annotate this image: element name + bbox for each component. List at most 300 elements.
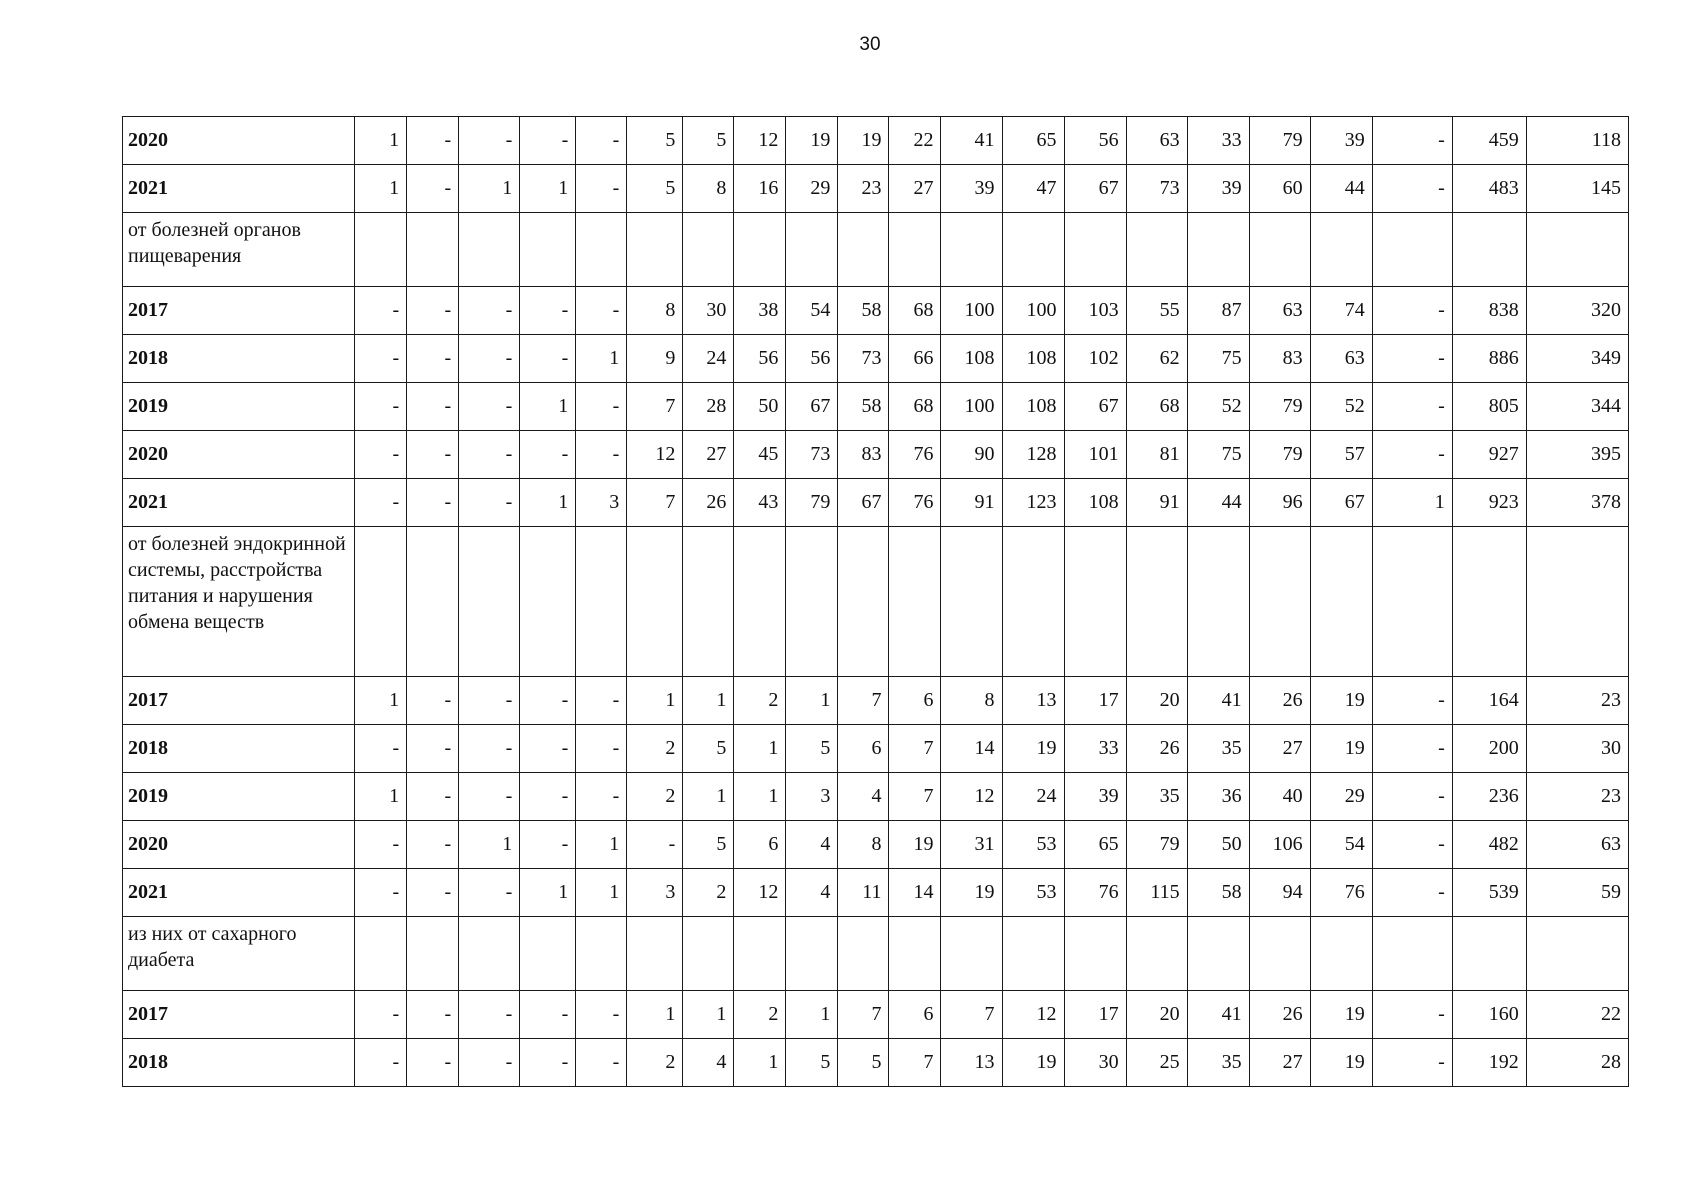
table-cell: 53: [1002, 821, 1064, 869]
table-cell: 17: [1064, 991, 1126, 1039]
table-cell: 22: [1526, 991, 1628, 1039]
table-cell: -: [1372, 383, 1452, 431]
table-cell: 349: [1526, 335, 1628, 383]
table-cell: -: [459, 1039, 520, 1087]
table-cell: 1: [576, 869, 627, 917]
row-year-label: 2020: [123, 431, 355, 479]
table-cell: 54: [1310, 821, 1372, 869]
table-cell: 79: [786, 479, 838, 527]
table-cell: -: [355, 383, 407, 431]
table-cell: 45: [734, 431, 786, 479]
table-cell: 38: [734, 287, 786, 335]
table-cell: 54: [786, 287, 838, 335]
table-cell: 53: [1002, 869, 1064, 917]
table-cell: 19: [1002, 1039, 1064, 1087]
row-year-label: 2018: [123, 725, 355, 773]
table-cell: [576, 213, 627, 287]
table-cell: [838, 213, 889, 287]
table-cell: 22: [889, 117, 941, 165]
table-row: [123, 383, 1629, 431]
table-cell: 108: [941, 335, 1002, 383]
table-cell: -: [355, 869, 407, 917]
table-cell: [1452, 527, 1526, 677]
table-cell: 1: [520, 165, 576, 213]
table-cell: 1: [355, 773, 407, 821]
row-year-label: 2017: [123, 991, 355, 1039]
table-cell: -: [1372, 287, 1452, 335]
table-cell: 26: [1249, 991, 1310, 1039]
table-cell: [941, 527, 1002, 677]
table-cell: -: [576, 383, 627, 431]
table-cell: [520, 527, 576, 677]
table-cell: 19: [889, 821, 941, 869]
table-cell: 67: [1310, 479, 1372, 527]
table-cell: 56: [786, 335, 838, 383]
table-cell: 6: [838, 725, 889, 773]
table-cell: [734, 917, 786, 991]
table-cell: 11: [838, 869, 889, 917]
table-row: [123, 287, 1629, 335]
table-cell: [1249, 213, 1310, 287]
table-cell: 44: [1310, 165, 1372, 213]
table-cell: -: [576, 117, 627, 165]
table-cell: 50: [734, 383, 786, 431]
table-cell: 1: [355, 165, 407, 213]
table-cell: 1: [683, 773, 734, 821]
table-cell: 20: [1126, 991, 1187, 1039]
table-cell: [941, 917, 1002, 991]
mortality-table: [122, 116, 1629, 1087]
table-cell: 27: [1249, 725, 1310, 773]
table-cell: 27: [1249, 1039, 1310, 1087]
table-cell: 115: [1126, 869, 1187, 917]
table-cell: [459, 527, 520, 677]
table-cell: 91: [941, 479, 1002, 527]
table-cell: 482: [1452, 821, 1526, 869]
table-cell: 96: [1249, 479, 1310, 527]
table-cell: 67: [838, 479, 889, 527]
table-cell: 63: [1126, 117, 1187, 165]
table-cell: -: [407, 991, 459, 1039]
table-cell: -: [407, 117, 459, 165]
table-cell: [355, 527, 407, 677]
table-cell: 23: [1526, 773, 1628, 821]
table-cell: [1526, 917, 1628, 991]
table-cell: 26: [1126, 725, 1187, 773]
table-cell: 145: [1526, 165, 1628, 213]
table-cell: -: [459, 431, 520, 479]
table-cell: 41: [941, 117, 1002, 165]
table-cell: 83: [838, 431, 889, 479]
table-cell: 2: [627, 1039, 683, 1087]
table-cell: 19: [1310, 677, 1372, 725]
table-cell: 236: [1452, 773, 1526, 821]
table-cell: 2: [627, 773, 683, 821]
table-cell: 1: [576, 821, 627, 869]
table-cell: 2: [734, 991, 786, 1039]
table-cell: 123: [1002, 479, 1064, 527]
table-cell: 838: [1452, 287, 1526, 335]
table-cell: 12: [734, 117, 786, 165]
table-cell: 483: [1452, 165, 1526, 213]
table-cell: [1372, 527, 1452, 677]
table-cell: 44: [1187, 479, 1249, 527]
table-cell: 41: [1187, 991, 1249, 1039]
table-cell: 39: [1187, 165, 1249, 213]
table-cell: [576, 527, 627, 677]
table-cell: 100: [941, 383, 1002, 431]
table-cell: 5: [838, 1039, 889, 1087]
table-cell: 8: [838, 821, 889, 869]
table-cell: 24: [683, 335, 734, 383]
table-cell: 7: [627, 383, 683, 431]
table-cell: 101: [1064, 431, 1126, 479]
table-cell: 24: [1002, 773, 1064, 821]
table-cell: [1310, 213, 1372, 287]
table-cell: 927: [1452, 431, 1526, 479]
table-cell: 83: [1249, 335, 1310, 383]
table-cell: 35: [1126, 773, 1187, 821]
table-cell: 19: [786, 117, 838, 165]
table-row: [123, 335, 1629, 383]
row-year-label: 2018: [123, 1039, 355, 1087]
table-cell: 128: [1002, 431, 1064, 479]
table-cell: 26: [683, 479, 734, 527]
table-cell: -: [1372, 869, 1452, 917]
table-cell: 2: [627, 725, 683, 773]
table-cell: 106: [1249, 821, 1310, 869]
table-cell: 40: [1249, 773, 1310, 821]
table-cell: 67: [786, 383, 838, 431]
table-cell: [1526, 213, 1628, 287]
table-cell: [1002, 527, 1064, 677]
table-cell: -: [459, 335, 520, 383]
section-caption: от болезней эндокринной системы, расстройства питания и нарушения обмена веществ: [123, 527, 355, 677]
table-cell: 1: [520, 479, 576, 527]
table-cell: -: [520, 117, 576, 165]
table-cell: [459, 213, 520, 287]
table-cell: -: [407, 431, 459, 479]
table-cell: [683, 527, 734, 677]
table-cell: -: [459, 677, 520, 725]
table-cell: 1: [355, 117, 407, 165]
table-cell: 27: [683, 431, 734, 479]
table-cell: 39: [941, 165, 1002, 213]
table-cell: 63: [1249, 287, 1310, 335]
table-row: [123, 773, 1629, 821]
table-cell: 30: [1064, 1039, 1126, 1087]
table-cell: 65: [1064, 821, 1126, 869]
table-cell: 19: [1002, 725, 1064, 773]
table-cell: 52: [1187, 383, 1249, 431]
table-cell: 79: [1126, 821, 1187, 869]
table-cell: 79: [1249, 117, 1310, 165]
table-cell: -: [407, 287, 459, 335]
table-cell: [838, 527, 889, 677]
table-cell: 57: [1310, 431, 1372, 479]
table-cell: 7: [889, 773, 941, 821]
table-cell: 19: [1310, 991, 1372, 1039]
table-cell: [1372, 917, 1452, 991]
table-cell: [1002, 917, 1064, 991]
table-cell: -: [459, 991, 520, 1039]
table-cell: 3: [627, 869, 683, 917]
table-cell: 52: [1310, 383, 1372, 431]
table-cell: [1064, 917, 1126, 991]
table-cell: 886: [1452, 335, 1526, 383]
table-cell: 14: [889, 869, 941, 917]
table-cell: [459, 917, 520, 991]
table-cell: -: [459, 869, 520, 917]
table-cell: -: [520, 773, 576, 821]
table-cell: 76: [1310, 869, 1372, 917]
table-cell: 30: [1526, 725, 1628, 773]
table-cell: [683, 917, 734, 991]
table-cell: 7: [627, 479, 683, 527]
table-body: [123, 117, 1629, 1087]
table-cell: 923: [1452, 479, 1526, 527]
table-cell: [1452, 917, 1526, 991]
table-cell: 23: [838, 165, 889, 213]
table-cell: [1187, 213, 1249, 287]
page-number: 30: [859, 34, 881, 55]
row-year-label: 2021: [123, 165, 355, 213]
table-cell: -: [576, 725, 627, 773]
table-cell: [520, 917, 576, 991]
table-cell: 60: [1249, 165, 1310, 213]
table-cell: 5: [683, 725, 734, 773]
table-cell: 56: [734, 335, 786, 383]
table-cell: [627, 527, 683, 677]
table-cell: 9: [627, 335, 683, 383]
table-row: [123, 479, 1629, 527]
table-cell: -: [355, 479, 407, 527]
table-cell: 100: [1002, 287, 1064, 335]
table-cell: 5: [627, 165, 683, 213]
table-cell: 5: [683, 821, 734, 869]
table-cell: 108: [1002, 335, 1064, 383]
table-cell: -: [520, 1039, 576, 1087]
table-cell: [889, 527, 941, 677]
row-year-label: 2019: [123, 383, 355, 431]
table-cell: 1: [786, 677, 838, 725]
table-cell: -: [576, 287, 627, 335]
table-cell: 75: [1187, 431, 1249, 479]
table-cell: 103: [1064, 287, 1126, 335]
table-cell: 76: [1064, 869, 1126, 917]
table-cell: 1: [786, 991, 838, 1039]
table-cell: 90: [941, 431, 1002, 479]
table-cell: 5: [627, 117, 683, 165]
table-cell: [407, 527, 459, 677]
table-cell: [355, 213, 407, 287]
table-cell: -: [1372, 1039, 1452, 1087]
table-cell: [683, 213, 734, 287]
table-cell: -: [355, 335, 407, 383]
table-cell: 2: [683, 869, 734, 917]
table-cell: -: [520, 725, 576, 773]
table-cell: 29: [1310, 773, 1372, 821]
table-cell: 35: [1187, 725, 1249, 773]
row-year-label: 2020: [123, 821, 355, 869]
table-cell: 1: [734, 773, 786, 821]
table-row: [123, 725, 1629, 773]
table-cell: 66: [889, 335, 941, 383]
table-cell: 13: [1002, 677, 1064, 725]
table-cell: 12: [941, 773, 1002, 821]
table-row: [123, 869, 1629, 917]
table-cell: 79: [1249, 383, 1310, 431]
table-cell: 27: [889, 165, 941, 213]
table-cell: 14: [941, 725, 1002, 773]
table-cell: 12: [734, 869, 786, 917]
row-year-label: 2021: [123, 869, 355, 917]
table-cell: [1310, 527, 1372, 677]
table-cell: 1: [459, 821, 520, 869]
table-cell: 76: [889, 479, 941, 527]
table-cell: 805: [1452, 383, 1526, 431]
table-cell: 344: [1526, 383, 1628, 431]
table-cell: 100: [941, 287, 1002, 335]
table-cell: 459: [1452, 117, 1526, 165]
table-cell: -: [459, 725, 520, 773]
table-cell: 39: [1310, 117, 1372, 165]
table-cell: 1: [627, 991, 683, 1039]
row-year-label: 2021: [123, 479, 355, 527]
section-caption-row: [123, 527, 1629, 677]
table-cell: 67: [1064, 165, 1126, 213]
table-cell: -: [520, 287, 576, 335]
table-cell: 6: [734, 821, 786, 869]
table-cell: 31: [941, 821, 1002, 869]
table-cell: 7: [838, 991, 889, 1039]
table-cell: 76: [889, 431, 941, 479]
table-row: [123, 431, 1629, 479]
table-cell: 1: [734, 725, 786, 773]
table-cell: [1526, 527, 1628, 677]
section-caption-row: [123, 213, 1629, 287]
table-cell: 7: [838, 677, 889, 725]
table-cell: [889, 213, 941, 287]
table-cell: 55: [1126, 287, 1187, 335]
table-cell: 1: [520, 383, 576, 431]
table-cell: -: [407, 869, 459, 917]
table-cell: 108: [1064, 479, 1126, 527]
table-cell: 75: [1187, 335, 1249, 383]
table-cell: 13: [941, 1039, 1002, 1087]
table-cell: [1249, 917, 1310, 991]
table-cell: -: [459, 117, 520, 165]
table-cell: 1: [683, 991, 734, 1039]
table-cell: [1126, 527, 1187, 677]
table-cell: [407, 917, 459, 991]
table-cell: 1: [576, 335, 627, 383]
table-cell: 19: [838, 117, 889, 165]
table-cell: -: [407, 1039, 459, 1087]
table-cell: 2: [734, 677, 786, 725]
table-cell: [520, 213, 576, 287]
table-cell: 94: [1249, 869, 1310, 917]
table-cell: 28: [1526, 1039, 1628, 1087]
table-cell: 8: [627, 287, 683, 335]
table-cell: -: [520, 991, 576, 1039]
table-cell: 91: [1126, 479, 1187, 527]
table-cell: 47: [1002, 165, 1064, 213]
table-cell: [786, 213, 838, 287]
table-cell: -: [459, 287, 520, 335]
table-cell: [786, 527, 838, 677]
table-cell: -: [407, 479, 459, 527]
table-cell: [1002, 213, 1064, 287]
table-cell: 36: [1187, 773, 1249, 821]
table-cell: 63: [1310, 335, 1372, 383]
table-cell: 63: [1526, 821, 1628, 869]
table-cell: 43: [734, 479, 786, 527]
row-year-label: 2018: [123, 335, 355, 383]
table-cell: 539: [1452, 869, 1526, 917]
table-cell: 79: [1249, 431, 1310, 479]
table-cell: [838, 917, 889, 991]
section-caption: из них от сахарного диабета: [123, 917, 355, 991]
table-cell: 12: [1002, 991, 1064, 1039]
table-cell: -: [1372, 117, 1452, 165]
table-cell: -: [1372, 773, 1452, 821]
table-cell: 67: [1064, 383, 1126, 431]
table-cell: 3: [786, 773, 838, 821]
table-cell: -: [1372, 677, 1452, 725]
table-cell: -: [1372, 821, 1452, 869]
table-cell: -: [355, 431, 407, 479]
table-cell: 62: [1126, 335, 1187, 383]
table-cell: -: [459, 773, 520, 821]
table-cell: 5: [683, 117, 734, 165]
table-cell: 118: [1526, 117, 1628, 165]
table-cell: [1064, 527, 1126, 677]
table-cell: 108: [1002, 383, 1064, 431]
table-cell: 23: [1526, 677, 1628, 725]
table-cell: [1372, 213, 1452, 287]
table-cell: -: [520, 335, 576, 383]
table-cell: 68: [1126, 383, 1187, 431]
table-cell: 1: [520, 869, 576, 917]
row-year-label: 2019: [123, 773, 355, 821]
table-cell: 65: [1002, 117, 1064, 165]
table-cell: 378: [1526, 479, 1628, 527]
table-cell: 17: [1064, 677, 1126, 725]
table-cell: 73: [838, 335, 889, 383]
table-cell: [627, 917, 683, 991]
table-cell: 87: [1187, 287, 1249, 335]
table-cell: 30: [683, 287, 734, 335]
table-cell: 102: [1064, 335, 1126, 383]
table-cell: [1249, 527, 1310, 677]
table-cell: 160: [1452, 991, 1526, 1039]
section-caption-row: [123, 917, 1629, 991]
table-cell: 395: [1526, 431, 1628, 479]
table-cell: 200: [1452, 725, 1526, 773]
table-cell: -: [1372, 991, 1452, 1039]
table-cell: -: [1372, 725, 1452, 773]
table-cell: 7: [889, 725, 941, 773]
table-cell: 26: [1249, 677, 1310, 725]
table-cell: -: [576, 165, 627, 213]
table-cell: 20: [1126, 677, 1187, 725]
table-cell: 68: [889, 287, 941, 335]
table-cell: 8: [941, 677, 1002, 725]
table-cell: -: [576, 773, 627, 821]
table-cell: 35: [1187, 1039, 1249, 1087]
table-cell: -: [407, 773, 459, 821]
